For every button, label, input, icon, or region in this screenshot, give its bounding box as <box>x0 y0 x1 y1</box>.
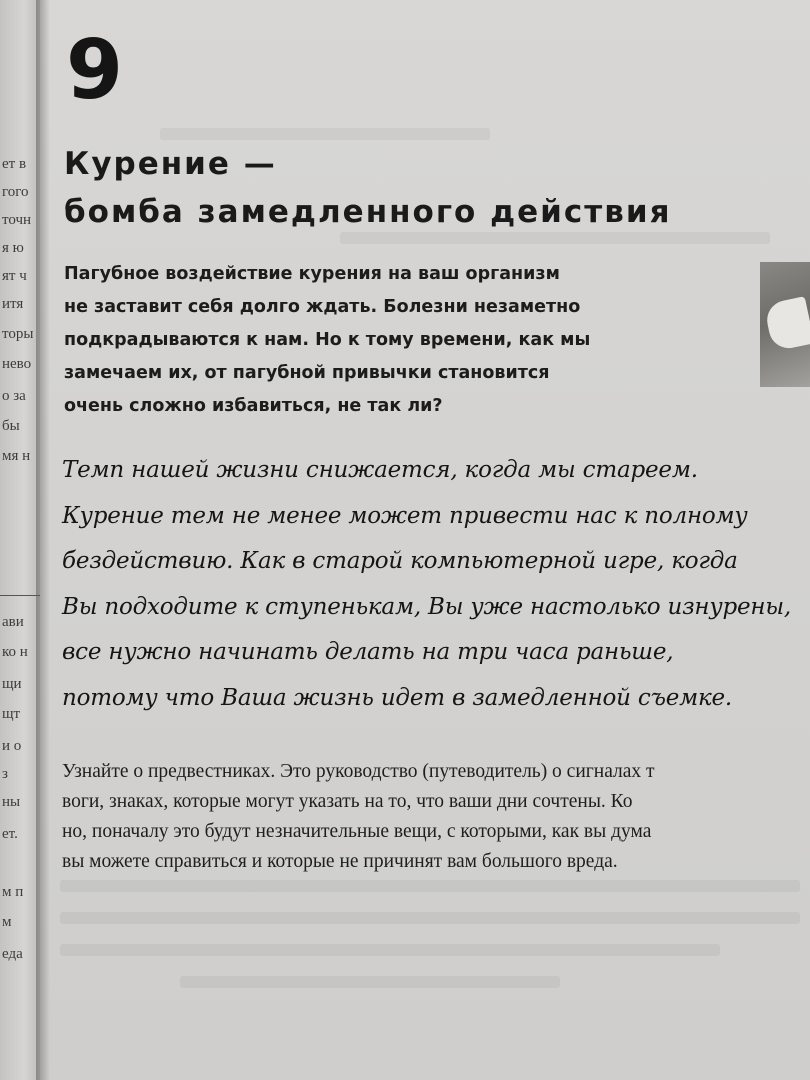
previous-page-fragment: щт <box>2 706 21 722</box>
intro-line: подкрадываются к нам. Но к тому времени, как мы <box>64 330 591 350</box>
body-line: но, поначалу это будут незначительные вещи, с которыми, как вы дума <box>62 821 652 842</box>
previous-page-fragment: еда <box>2 946 23 962</box>
previous-page-fragment: торы <box>2 326 34 342</box>
bleed-through-mark <box>180 976 560 988</box>
previous-page-fragment: итя <box>2 296 24 312</box>
book-page <box>40 0 810 1080</box>
handwritten-quote <box>62 448 792 721</box>
previous-page-fragment: нево <box>2 356 32 372</box>
previous-page-fragment: и о <box>2 738 22 754</box>
previous-page-fragment: ят ч <box>2 268 27 284</box>
previous-page-fragment: о за <box>2 388 26 404</box>
bleed-through-mark <box>60 912 800 924</box>
previous-page-fragment: ет в <box>2 156 27 172</box>
bleed-through-mark <box>160 128 490 140</box>
previous-page-fragment: м <box>2 914 12 930</box>
previous-page-divider <box>0 595 40 596</box>
chapter-title <box>64 140 672 236</box>
intro-line: не заставит себя долго ждать. Болезни незаметно <box>64 297 581 317</box>
previous-page-fragment: точн <box>2 212 32 228</box>
previous-page-fragment: ко н <box>2 644 28 660</box>
body-paragraph <box>62 757 810 877</box>
page-gutter-shadow <box>36 0 50 1080</box>
previous-page-fragment: я ю <box>2 240 24 256</box>
bleed-through-mark <box>60 880 800 892</box>
quote-line: Темп нашей жизни снижается, когда мы стареем. <box>62 457 698 483</box>
previous-page-fragment: ави <box>2 614 24 630</box>
previous-page-fragment: щи <box>2 676 22 692</box>
body-line: Узнайте о предвестниках. Это руководство (путеводитель) о сигналах т <box>62 761 655 782</box>
previous-page-fragment: бы <box>2 418 20 434</box>
previous-page-fragment: мя н <box>2 448 31 464</box>
previous-page-fragment: м п <box>2 884 24 900</box>
previous-page-edge <box>0 0 40 1080</box>
intro-line: замечаем их, от пагубной привычки становится <box>64 363 550 383</box>
body-line: воги, знаках, которые могут указать на то, что ваши дни сочтены. Ко <box>62 791 633 812</box>
quote-line: все нужно начинать делать на три часа раньше, <box>62 639 674 665</box>
intro-line: Пагубное воздействие курения на ваш организм <box>64 264 560 284</box>
previous-page-fragment: з <box>2 766 8 782</box>
quote-line: Курение тем не менее может привести нас к полному <box>62 502 748 529</box>
intro-paragraph <box>64 258 624 423</box>
previous-page-fragment: ет. <box>2 826 18 842</box>
previous-page-fragment: гого <box>2 184 29 200</box>
bleed-through-mark <box>60 944 720 956</box>
chapter-title-line: бомба замедленного действия <box>64 194 672 230</box>
quote-line: бездействию. Как в старой компьютерной игре, когда <box>62 548 738 574</box>
previous-page-fragment: ны <box>2 794 21 810</box>
intro-line: очень сложно избавиться, не так ли? <box>64 396 443 416</box>
chapter-title-line: Курение — <box>64 146 277 182</box>
quote-line: потому что Ваша жизнь идет в замедленной съемке. <box>62 684 733 711</box>
quote-line: Вы подходите к ступенькам, Вы уже настолько изнурены, <box>62 593 792 620</box>
chapter-number: 9 <box>66 23 124 118</box>
body-line: вы можете справиться и которые не причинят вам большого вреда. <box>62 851 618 872</box>
